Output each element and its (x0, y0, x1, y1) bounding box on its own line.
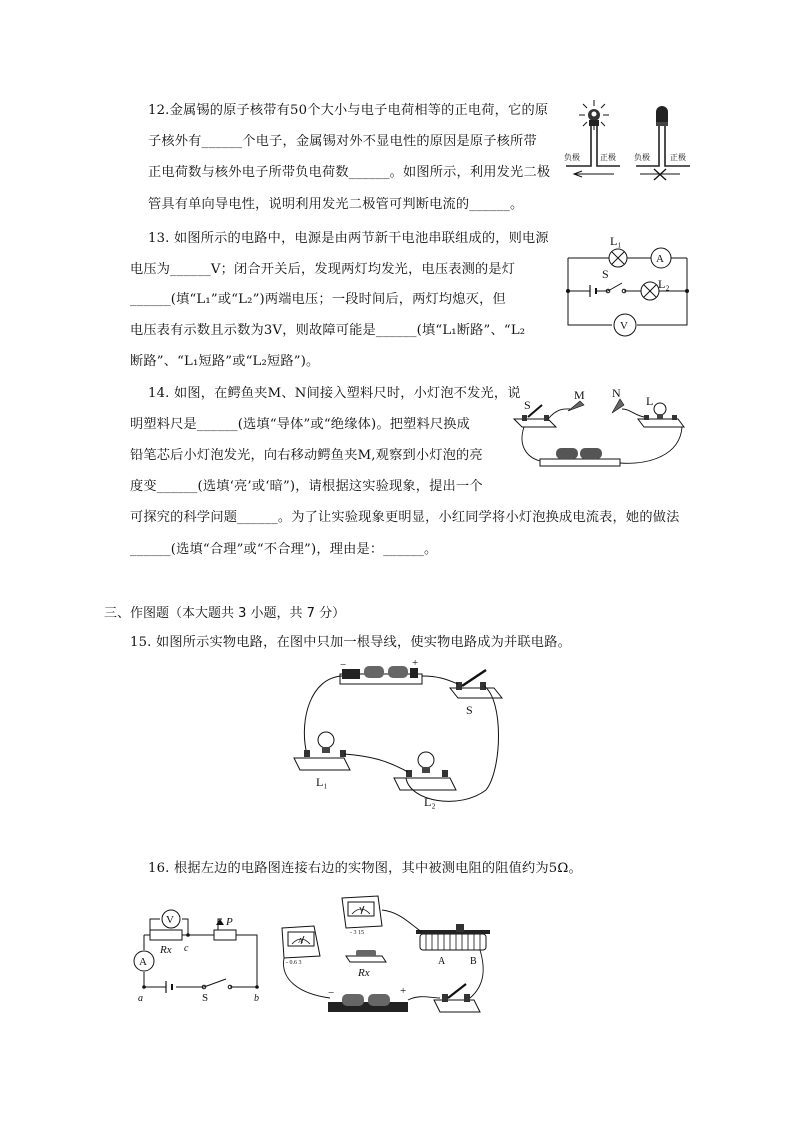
q14-line-4: 度变______(选填‘亮’或‘暗”)，请根据这实验现象，提出一个 (130, 479, 483, 494)
q14-line-3: 铅笔芯后小灯泡发光，向右移动鳄鱼夹M,观察到小灯泡的亮 (130, 448, 483, 463)
q14-line-6: ______(选填“合理”或“不合理”)，理由是：______。 (130, 542, 438, 557)
q12-line-4: 管具有单向导电性，说明利用发光二极管可判断电流的______。 (148, 197, 524, 212)
q16-v-label: V (166, 914, 174, 926)
q16-rx-board-label: Rx (358, 967, 370, 979)
q15-s-label: S (466, 703, 473, 717)
section-3-title: 三、作图题（本大题共 3 小题，共 7 分） (104, 606, 346, 621)
q12-neg-label-1: 负极 (564, 153, 580, 162)
q13-line-5: 断路”、“L₁短路”或“L₂短路”)。 (130, 354, 320, 369)
q15-l1-label: L₁ (316, 775, 328, 789)
lamp-l2-icon (641, 282, 659, 300)
q12-line-1: 12.金属锡的原子核带有50个大小与电子电荷相等的正电荷，它的原 (148, 103, 549, 118)
q14-line-1: 14. 如图，在鳄鱼夹M、N间接入塑料尺时，小灯泡不发光，说 (148, 386, 521, 401)
lamp-l2-icon (418, 752, 434, 768)
q14-m-label: M (574, 388, 585, 402)
q15-minus-label: − (340, 659, 347, 671)
q16-c-label: c (184, 943, 189, 954)
q16-a-point-label: a (138, 993, 143, 1004)
q16-voltmeter-scale: - 3 15 (350, 930, 364, 936)
q16-ammeter-a: A (298, 937, 304, 945)
q16-rheo-a-label: A (438, 956, 446, 967)
q14-l-label: L (646, 394, 654, 408)
q14-n-label: N (612, 386, 621, 400)
q12-neg-label-2: 负极 (634, 153, 650, 162)
q13-ammeter-label: A (656, 253, 664, 265)
q14-circuit-figure (510, 385, 700, 475)
q13-line-2: 电压为______V；闭合开关后，发现两灯均发光，电压表测的是灯 (130, 262, 516, 277)
q16-schematic-diagram (130, 905, 270, 1005)
q16-voltmeter-v: V (359, 906, 365, 914)
q16-a-label: A (139, 956, 147, 968)
q12-line-2: 子核外有______个电子，金属锡对外不显电性的原因是原子核所带 (148, 134, 537, 149)
q12-line-3: 正电荷数与核外电子所带负电荷数______。如图所示，利用发光二极 (148, 165, 551, 180)
bulb-icon (654, 403, 666, 415)
clip-m-icon (568, 401, 584, 411)
q15-circuit-figure (290, 657, 510, 810)
q13-line-1: 13. 如图所示的电路中，电源是由两节新干电池串联组成的，则电源 (148, 231, 549, 246)
voltmeter-icon (342, 896, 382, 936)
q15-l2-label: L₂ (424, 795, 436, 809)
q12-pos-label-2: 正极 (670, 153, 686, 162)
q16-text: 16. 根据左边的电路图连接右边的实物图，其中被测电阻的阻值约为5Ω。 (148, 861, 582, 876)
q13-voltmeter-label: V (620, 320, 628, 332)
q15-text: 15. 如图所示实物电路，在图中只加一根导线，使实物电路成为并联电路。 (130, 635, 571, 650)
q16-rheo-b-label: B (470, 956, 477, 967)
q13-line-3: ______(填“L₁”或“L₂”)两端电压；一段时间后，两灯均熄灭，但 (130, 292, 506, 307)
ammeter-icon (282, 926, 320, 966)
clip-n-icon (612, 399, 624, 413)
q12-led-figure (560, 100, 700, 184)
q14-s-label: S (524, 398, 531, 412)
q13-circuit-diagram (560, 228, 695, 338)
q12-pos-label-1: 正极 (600, 153, 616, 162)
q13-l2-label: L₂ (658, 277, 670, 291)
q14-line-2: 明塑料尺是______(选填“导体”或“绝缘体)。把塑料尺换成 (130, 417, 471, 432)
q16-plus-label: + (400, 985, 407, 997)
q13-line-4: 电压表有示数且示数为3V，则故障可能是______(填“L₁断路”、“L₂ (130, 323, 526, 338)
q16-ammeter-scale: - 0.6 3 (286, 960, 302, 966)
q16-p-label: P (226, 916, 233, 928)
q16-minus-label: − (328, 987, 335, 999)
q16-apparatus-figure (270, 890, 510, 1025)
q16-s-label: S (202, 992, 209, 1004)
q13-switch-label: S (602, 267, 609, 281)
rheostat-icon (416, 924, 490, 967)
q16-rx-label: Rx (160, 944, 172, 956)
q14-line-5: 可探究的科学问题______。为了让实验现象更明显，小红同学将小灯泡换成电流表，她的做法 (130, 510, 680, 525)
q15-plus-label: + (412, 657, 419, 669)
lamp-l1-icon (318, 732, 334, 748)
q13-l1-label: L₁ (610, 234, 622, 248)
q16-b-point-label: b (254, 993, 259, 1004)
lamp-l1-icon (609, 249, 627, 267)
